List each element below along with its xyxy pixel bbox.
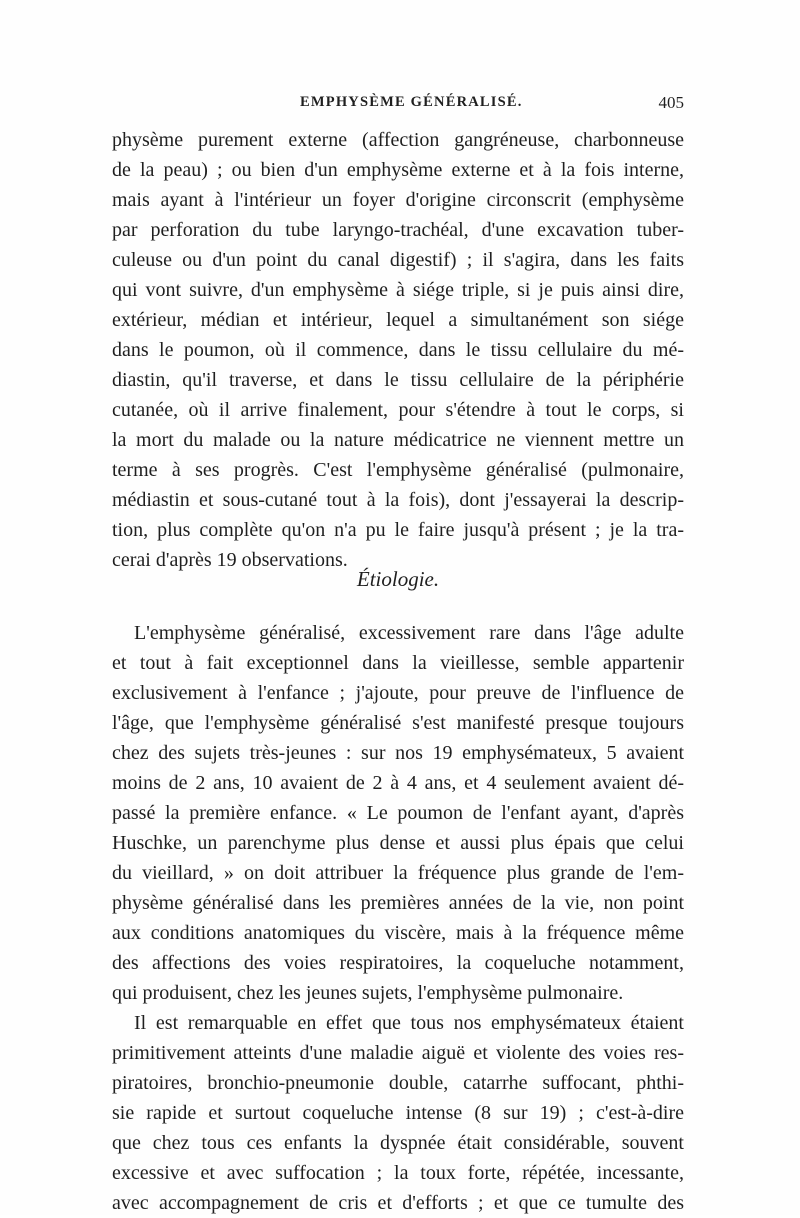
text-line: avec accompagnement de cris et d'efforts ; et que ce tumulte des [112, 1192, 684, 1214]
text-line: terme à ses progrès. C'est l'emphysème généralisé (pulmonaire, [112, 459, 684, 481]
text-line: passé la première enfance. « Le poumon de l'enfant ayant, d'après [112, 802, 684, 824]
text-line: qui produisent, chez les jeunes sujets, l'emphysème pulmonaire. [112, 982, 624, 1004]
text-line: Il est remarquable en effet que tous nos emphysémateux étaient [134, 1012, 684, 1034]
text-line: par perforation du tube laryngo-trachéal, d'une excavation tuber- [112, 219, 684, 241]
text-line: sie rapide et surtout coqueluche intense (8 sur 19) ; c'est-à-dire [112, 1102, 684, 1124]
text-line: moins de 2 ans, 10 avaient de 2 à 4 ans, et 4 seulement avaient dé- [112, 772, 684, 794]
text-line: L'emphysème généralisé, excessivement rare dans l'âge adulte [134, 622, 684, 644]
text-line: Huschke, un parenchyme plus dense et aussi plus épais que celui [112, 832, 684, 854]
text-line: tion, plus complète qu'on n'a pu le faire jusqu'à présent ; je la tra- [112, 519, 684, 541]
text-line: la mort du malade ou la nature médicatrice ne viennent mettre un [112, 429, 684, 451]
text-line: excessive et avec suffocation ; la toux forte, répétée, incessante, [112, 1162, 684, 1184]
text-line: qui vont suivre, d'un emphysème à siége triple, si je puis ainsi dire, [112, 279, 684, 301]
text-line: de la peau) ; ou bien d'un emphysème externe et à la fois interne, [112, 159, 684, 181]
page-header [112, 94, 684, 116]
text-line: exclusivement à l'enfance ; j'ajoute, pour preuve de l'influence de [112, 682, 684, 704]
text-line: cutanée, où il arrive finalement, pour s'étendre à tout le corps, si [112, 399, 684, 421]
text-line: du vieillard, » on doit attribuer la fréquence plus grande de l'em- [112, 862, 684, 884]
text-line: que chez tous ces enfants la dyspnée était considérable, souvent [112, 1132, 684, 1154]
text-line: des affections des voies respiratoires, la coqueluche notamment, [112, 952, 684, 974]
text-line: physème généralisé dans les premières années de la vie, non point [112, 892, 684, 914]
text-line: extérieur, médian et intérieur, lequel a simultanément son siége [112, 309, 684, 331]
running-head: EMPHYSÈME GÉNÉRALISÉ. [300, 94, 523, 110]
text-line: diastin, qu'il traverse, et dans le tissu cellulaire de la périphérie [112, 369, 684, 391]
section-heading: Étiologie. [356, 567, 440, 591]
paragraph-etiologie [112, 618, 684, 1218]
text-line: piratoires, bronchio-pneumonie double, catarrhe suffocant, phthi- [112, 1072, 684, 1094]
text-line: et tout à fait exceptionnel dans la vieillesse, semble appartenir [112, 652, 684, 674]
text-line: chez des sujets très-jeunes : sur nos 19 emphysémateux, 5 avaient [112, 742, 684, 764]
text-line: mais ayant à l'intérieur un foyer d'origine circonscrit (emphysème [112, 189, 684, 211]
text-line: physème purement externe (affection gangréneuse, charbonneuse [112, 129, 684, 151]
paragraph-continuation [112, 125, 684, 575]
text-line: médiastin et sous-cutané tout à la fois), dont j'essayerai la descrip- [112, 489, 684, 511]
page-number: 405 [658, 93, 684, 112]
text-line: aux conditions anatomiques du viscère, mais à la fréquence même [112, 922, 684, 944]
text-line: culeuse ou d'un point du canal digestif) ; il s'agira, dans les faits [112, 249, 684, 271]
text-line: l'âge, que l'emphysème généralisé s'est manifesté presque toujours [112, 712, 684, 734]
text-line: dans le poumon, où il commence, dans le tissu cellulaire du mé- [112, 339, 684, 361]
text-line: primitivement atteints d'une maladie aiguë et violente des voies res- [112, 1042, 684, 1064]
text-line: cerai d'après 19 observations. [112, 549, 348, 571]
